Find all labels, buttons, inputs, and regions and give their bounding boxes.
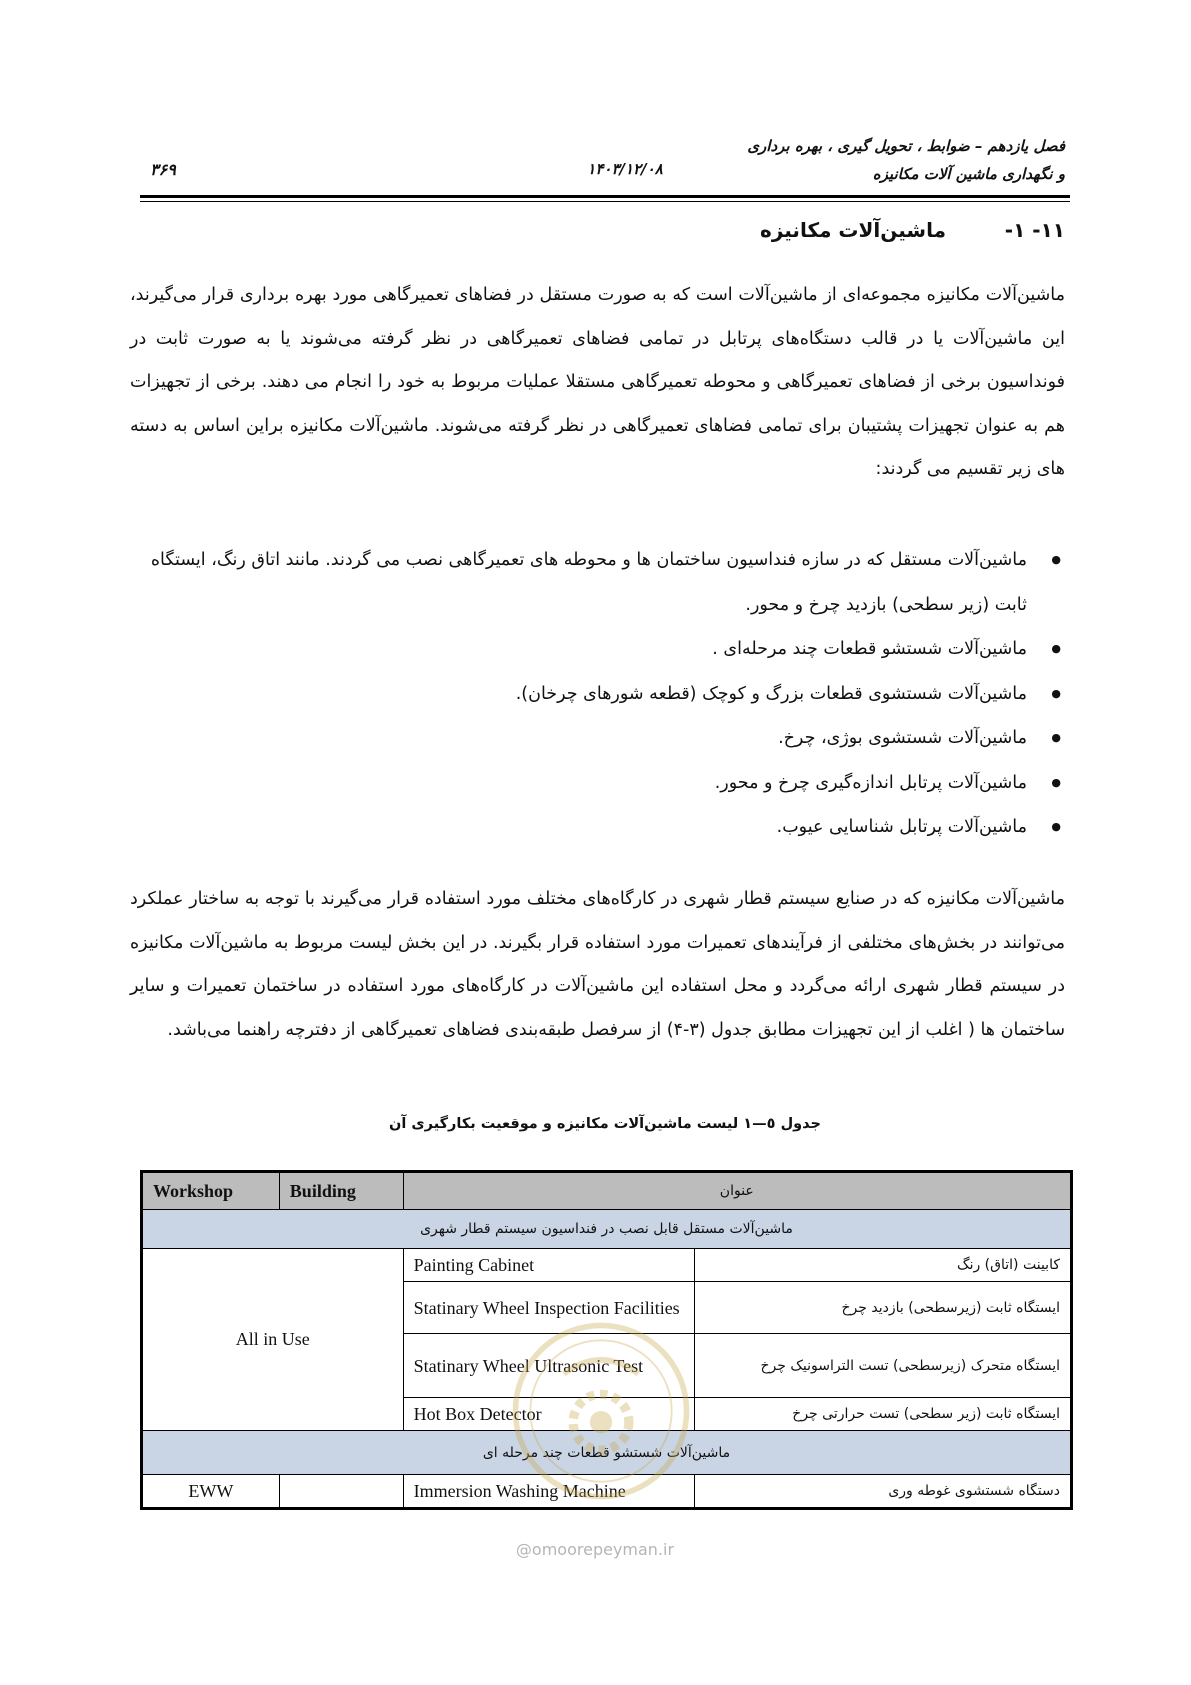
equipment-en: Statinary Wheel Inspection Facilities: [403, 1282, 694, 1334]
header-rule-thick: [140, 195, 1070, 198]
workshop-cell: EWW: [142, 1475, 280, 1509]
header-workshop: Workshop: [142, 1172, 280, 1210]
category-label: ماشین‌آلات مستقل قابل نصب در فنداسیون سیستم قطار شهری: [142, 1210, 1072, 1249]
intro-paragraph: ماشین‌آلات مکانیزه مجموعه‌ای از ماشین‌آلات است که به صورت مستقل در فضاهای تعمیرگاهی مورد بهره برداری قرار می‌گیرند، این ماشین‌آلات یا در قالب دستگاه‌های پرتابل در تمامی فضاهای تعمیرگاهی در نظر گرفته می‌شوند یا به صورت ثابت در فونداسیون برخی از فضاهای تعمیرگاهی و محوطه تعمیرگاهی مستقلا عملیات مربوط به خود را انجام می دهند. برخی از تجهیزات هم به عنوان تجهیزات پشتیبان برای تمامی فضاهای تعمیرگاهی در نظر گرفته می‌شوند. ماشین‌آلات مکانیزه براین اساس به دسته های زیر تقسیم می گردند:: [130, 285, 1065, 479]
header-date: ۱۴۰۳/۱۲/۰۸: [587, 160, 663, 178]
section-title: ماشین‌آلات مکانیزه: [760, 218, 946, 242]
chapter-title-line2: و نگهداری ماشین آلات مکانیزه: [872, 165, 1065, 183]
equipment-en: Immersion Washing Machine: [403, 1475, 694, 1509]
equipment-fa: ایستگاه ثابت (زیر سطحی) تست حرارتی چرخ: [694, 1398, 1071, 1431]
section-number: ۱۱- ۱-: [1004, 218, 1065, 242]
list-item: ● ماشین‌آلات شستشو قطعات چند مرحله‌ای .: [130, 627, 1065, 672]
equipment-en: Hot Box Detector: [403, 1398, 694, 1431]
list-item: ● ماشین‌آلات پرتابل اندازه‌گیری چرخ و محور.: [130, 761, 1065, 806]
building-cell: [279, 1475, 403, 1509]
watermark-text: @omoorepeyman.ir: [515, 1540, 675, 1559]
usage-cell: All in Use: [142, 1249, 404, 1431]
category-label: ماشین‌آلات شستشو قطعات چند مرحله ای: [142, 1431, 1072, 1475]
category-row: [142, 1210, 1072, 1249]
table-caption: جدول ٥—١ لیست ماشین‌آلات مکانیزه و موقعیت بکارگیری آن: [389, 1116, 821, 1132]
list-item: ● ماشین‌آلات شستشوی بوژی، چرخ.: [130, 716, 1065, 761]
table-header-row: [142, 1172, 1072, 1210]
header-building: Building: [279, 1172, 403, 1210]
page-number: ۳۶۹: [150, 160, 176, 179]
list-item: ● ماشین‌آلات مستقل که در سازه فنداسیون ساختمان ها و محوطه های تعمیرگاهی نصب می گردند. مانند اتاق رنگ، ایستگاه ثابت (زیر سطحی) بازدید چرخ و محور.: [130, 538, 1065, 627]
usage-paragraph: ماشین‌آلات مکانیزه که در صنایع سیستم قطار شهری در کارگاه‌های مختلف مورد استفاده قرار می‌گیرند با توجه به ساختار عملکرد می‌توانند در بخش‌های مختلفی از فرآیندهای تعمیرات مورد استفاده قرار بگیرند. در این بخش لیست مربوط به ماشین‌آلات مکانیزه در سیستم قطار شهری ارائه می‌گردد و محل استفاده این ماشین‌آلات در کارگاه‌های مورد استفاده در ساختمان تعمیرات و سایر ساختمان ها ( اغلب از این تجهیزات مطابق جدول (۳-۴) از سرفصل طبقه‌بندی فضاهای تعمیرگاهی از دفترچه راهنما می‌باشد.: [130, 889, 1065, 1040]
list-item: ● ماشین‌آلات پرتابل شناسایی عیوب.: [130, 805, 1065, 850]
equipment-fa: کابینت (اتاق) رنگ: [694, 1249, 1071, 1282]
omoorepeyman-logo-icon: [508, 1318, 694, 1504]
equipment-fa: دستگاه شستشوی غوطه وری: [694, 1475, 1071, 1509]
watermark-at-icon: @: [515, 1540, 532, 1559]
list-item: ● ماشین‌آلات شستشوی قطعات بزرگ و کوچک (قطعه شورهای چرخان).: [130, 672, 1065, 717]
header-title: عنوان: [403, 1172, 1071, 1210]
equipment-fa: ایستگاه متحرک (زیرسطحی) تست التراسونیک چرخ: [694, 1334, 1071, 1398]
equipment-fa: ایستگاه ثابت (زیرسطحی) بازدید چرخ: [694, 1282, 1071, 1334]
equipment-en: Painting Cabinet: [403, 1249, 694, 1282]
equipment-en: Statinary Wheel Ultrasonic Test: [403, 1334, 694, 1398]
chapter-title-line1: فصل یازدهم – ضوابط ، تحویل گیری ، بهره برداری: [747, 137, 1065, 155]
table-row: [142, 1249, 1072, 1282]
machinery-category-list: [130, 538, 1065, 850]
chapter-title: [645, 132, 1065, 188]
header-rule-thin: [140, 201, 1070, 202]
